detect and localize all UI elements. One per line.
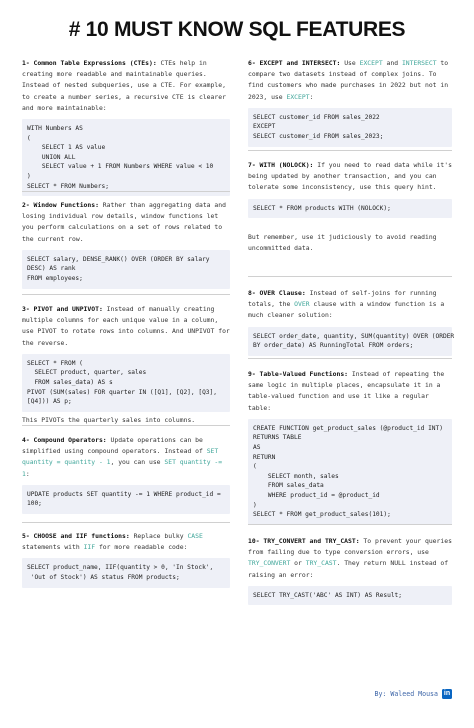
code-block	[248, 586, 452, 606]
section-heading: 4- Compound Operators:	[22, 436, 107, 444]
code-line: UNION ALL	[27, 153, 76, 161]
section-window-functions: 2- Window Functions: Rather than aggregating data and losing individual row details, window functions let you perform calculations on a set of rows related to the current row. SELECT salary, DENSE_RANK() OVER (ORDER BY salary DESC) AS rank FROM employees;	[22, 200, 230, 289]
code-line: BY order_date) AS RunningTotal FROM orders;	[253, 342, 414, 350]
code-line: PIVOT (SUM(sales) FOR quarter IN ([Q1], [Q2], [Q3],	[27, 388, 217, 396]
section-heading: 8- OVER Clause:	[248, 289, 306, 297]
divider	[22, 294, 230, 295]
code-line: SELECT TRY_CAST('ABC' AS INT) AS Result;	[253, 591, 403, 599]
section-heading: 5- CHOOSE and IIF functions:	[22, 532, 130, 540]
code-line: SELECT value + 1 FROM Numbers WHERE value < 10	[27, 163, 214, 171]
code-line: SELECT product_name, IIF(quantity > 0, 'In Stock',	[27, 564, 214, 572]
code-line: 100;	[27, 500, 42, 508]
code-line: CREATE FUNCTION get_product_sales (@product_id INT)	[253, 424, 443, 432]
code-block	[248, 327, 455, 356]
code-line: FROM sales_data	[253, 482, 324, 490]
section-except-intersect: 6- EXCEPT and INTERSECT: Use EXCEPT and INTERSECT to compare two datasets instead of complex joins. To find customers who made purchases in 2022 but not in 2023, use EXCEPT: SELECT customer_id FROM sales_2022 EXCEPT SELECT customer_id FROM sales_2023;	[248, 58, 452, 147]
section-pivot: 3- PIVOT and UNPIVOT: Instead of manually creating multiple columns for each unique value in a column, use PIVOT to rotate rows into columns. And UNPIVOT for the reverse. SELECT * FROM ( SELECT product, quarter, sales FROM sales_data) AS s PIVOT (SUM(sales) FOR quarter IN ([Q1], [Q2], [Q3], [Q4])) AS p; This PIVOTs the quarterly sales into columns.	[22, 304, 230, 426]
section-heading: 6- EXCEPT and INTERSECT:	[248, 59, 341, 67]
code-line: SELECT 1 AS value	[27, 144, 106, 152]
section-choose-iif: 5- CHOOSE and IIF functions: Replace bulky CASE statements with IIF for more readable code: SELECT product_name, IIF(quantity > 0, 'In Stock', 'Out of Stock') AS status FROM products;	[22, 531, 230, 588]
code-line: WHERE product_id = @product_id	[253, 491, 380, 499]
code-line: (	[27, 134, 31, 142]
section-table-valued-functions: 9- Table-Valued Functions: Instead of repeating the same logic in multiple places, encapsulate it in a table-valued function and use it like a regular table: CREATE FUNCTION get_product_sales (@product_id INT) RETURNS TABLE AS RETURN ( SELECT month, sales FROM sales_data WHERE product_id = @product_id ) SELECT * FROM get_product_sales(101);	[248, 369, 452, 525]
code-line: (	[253, 463, 257, 471]
page-title: # 10 MUST KNOW SQL FEATURES	[68, 18, 406, 41]
divider	[248, 358, 452, 359]
code-line: SELECT * FROM products WITH (NOLOCK);	[253, 204, 391, 212]
code-block	[22, 558, 230, 587]
code-line: RETURNS TABLE	[253, 434, 302, 442]
divider	[22, 522, 230, 523]
section-note: This PIVOTs the quarterly sales into columns.	[22, 415, 196, 424]
code-line: UPDATE products SET quantity -= 1 WHERE product_id =	[27, 490, 221, 498]
code-line: SELECT * FROM Numbers;	[27, 182, 109, 190]
code-line: SELECT * FROM get_product_sales(101);	[253, 511, 391, 519]
code-block	[22, 485, 230, 514]
section-compound-operators: 4- Compound Operators: Update operations can be simplified using compound operators. Instead of SET quantity = quantity - 1, you can use SET quantity -= 1: UPDATE products SET quantity -= 1 WHERE product_id = 100;	[22, 435, 230, 514]
code-line: SELECT order_date, quantity, SUM(quantity) OVER (ORDER	[253, 332, 455, 340]
section-heading: 1- Common Table Expressions (CTEs):	[22, 59, 157, 67]
section-ctes-text: 1- Common Table Expressions (CTEs): CTEs help in creating more readable and maintainable queries. Instead of nested subqueries, use a CTE. For example, to create a number series, a recursive CTE is clearer and more maintainable:	[22, 59, 226, 112]
code-line: SELECT * FROM (	[27, 359, 83, 367]
code-line: 'Out of Stock') AS status FROM products;	[27, 574, 180, 581]
author-credit	[374, 689, 452, 699]
code-line: SELECT customer_id FROM sales_2023;	[253, 133, 384, 140]
section-heading: 10- TRY_CONVERT and TRY_CAST:	[248, 537, 360, 545]
linkedin-icon[interactable]: in	[443, 690, 451, 697]
divider	[22, 191, 230, 192]
code-line: FROM employees;	[27, 275, 83, 282]
code-line: WITH Numbers AS	[27, 125, 83, 133]
code-line: DESC) AS rank	[27, 265, 76, 273]
section-heading: 9- Table-Valued Functions:	[248, 370, 349, 378]
divider	[248, 276, 452, 277]
author-name: By: Waleed Mousa	[374, 690, 438, 698]
code-line: EXCEPT	[253, 123, 276, 131]
code-line: AS	[253, 444, 261, 451]
section-try-convert: 10- TRY_CONVERT and TRY_CAST: To prevent your queries from failing due to type conversion errors, use TRY_CONVERT or TRY_CAST. They return NULL instead of raising an error: SELECT TRY_CAST('ABC' AS INT) AS Result;	[248, 536, 452, 605]
code-line: SELECT salary, DENSE_RANK() OVER (ORDER BY salary	[27, 255, 210, 263]
code-block	[248, 199, 452, 219]
section-heading: 2- Window Functions:	[22, 201, 99, 209]
section-heading: 7- WITH (NOLOCK):	[248, 161, 314, 169]
code-line: )	[27, 172, 31, 180]
code-line: SELECT product, quarter, sales	[27, 369, 147, 377]
code-block	[22, 119, 230, 196]
section-note: But remember, use it judiciously to avoid reading uncommitted data.	[248, 233, 437, 253]
code-line: )	[253, 501, 257, 509]
code-line: RETURN	[253, 453, 276, 461]
divider	[248, 524, 452, 525]
code-block	[22, 354, 230, 412]
section-nolock: 7- WITH (NOLOCK): If you need to read data while it's being updated by another transaction, and you can tolerate some inconsistency, use this query hint. SELECT * FROM products WITH (NOLOCK); But remember, use it judiciously to avoid reading uncommitted data.	[248, 160, 452, 255]
code-block	[22, 250, 230, 289]
code-line: SELECT customer_id FROM sales_2022	[253, 113, 380, 121]
code-line: FROM sales_data) AS s	[27, 379, 113, 386]
code-block	[248, 419, 452, 525]
divider	[248, 150, 452, 151]
section-over-clause: 8- OVER Clause: Instead of self-joins for running totals, the OVER clause with a window function is a much cleaner solution: SELECT order_date, quantity, SUM(quantity) OVER (ORDER BY order_date) AS RunningTotal FROM orders;	[248, 288, 452, 356]
divider	[22, 425, 230, 426]
code-line: [Q4])) AS p;	[27, 398, 72, 406]
code-line: SELECT month, sales	[253, 472, 339, 480]
section-heading: 3- PIVOT and UNPIVOT:	[22, 305, 103, 313]
code-block	[248, 108, 452, 147]
section-ctes	[22, 58, 230, 196]
